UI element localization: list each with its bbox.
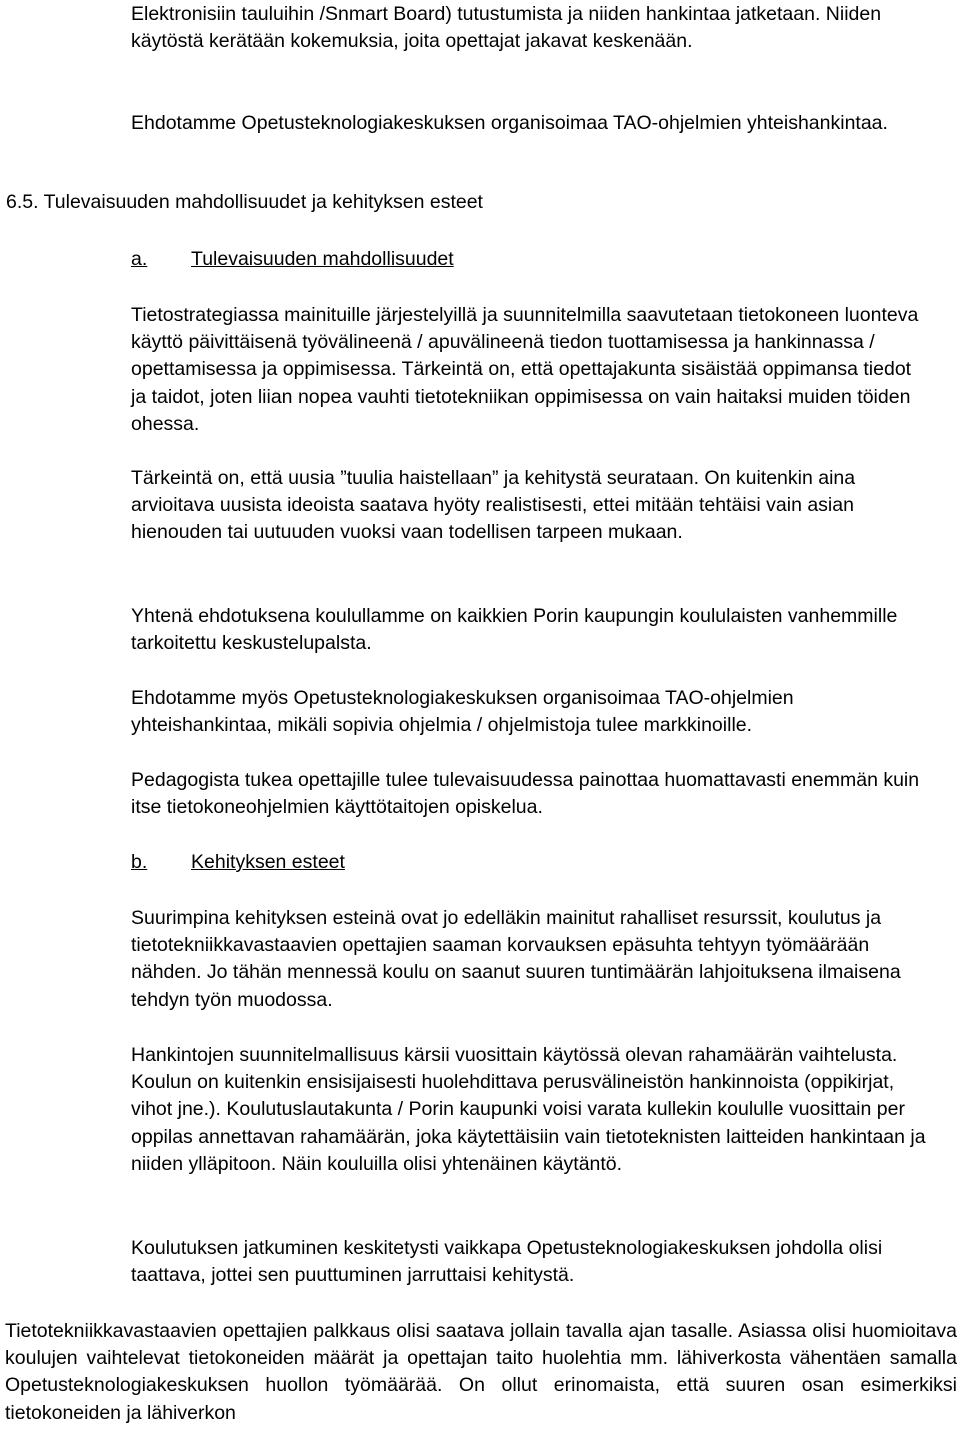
subsection-a-marker: a. (131, 248, 148, 270)
paragraph-a-3: Yhtenä ehdotuksena koulullamme on kaikkien Porin kaupungin koululaisten vanhemmille tarkoitettu keskustelupalsta. (131, 605, 898, 655)
paragraph-b-2: Hankintojen suunnitelmallisuus kärsii vuosittain käytössä olevan rahamäärän vaihtelusta. Koulun on kuitenkin ensisijaisesti huolehdittava perusvälineistön hankinnoista (oppikirjat, vihot jne.). Koulutuslautakunta / Porin kaupunki voisi varata kullekin koululle vuosittain per oppilas annettavan rahamäärän, joka käytettäisiin vain tietoteknisten laitteiden hankintaan ja niiden ylläpitoon. Näin kouluilla olisi yhtenäinen käytäntö. (131, 1044, 926, 1175)
paragraph-a-4: Ehdotamme myös Opetusteknologiakeskuksen organisoimaa TAO-ohjelmien yhteishankintaa, mikäli sopivia ohjelmia / ohjelmistoja tulee markkinoille. (131, 687, 794, 737)
paragraph-a-2: Tärkeintä on, että uusia ”tuulia haistellaan” ja kehitystä seurataan. On kuitenkin aina arvioitava uusista ideoista saatava hyöty realistisesti, ettei mitään tehtäisi vain asian hienouden tai uutuuden vuoksi vaan todellisen tarpeen mukaan. (131, 467, 856, 544)
paragraph-b-1: Suurimpina kehityksen esteinä ovat jo edelläkin mainitut rahalliset resurssit, koulutus ja tietotekniikkavastaavien opettajien saaman korvauksen epäsuhta tehtyyn työmäärään nähden. Jo tähän mennessä koulu on saanut suuren tuntimäärän lahjoituksena ilmaisena tehdyn työn muodossa. (131, 907, 901, 1011)
paragraph-a-5: Pedagogista tukea opettajille tulee tulevaisuudessa painottaa huomattavasti enemmän kuin itse tietokoneohjelmien käyttötaitojen opiskelua. (131, 769, 920, 819)
section-heading: 6.5. Tulevaisuuden mahdollisuudet ja kehityksen esteet (6, 191, 483, 213)
subsection-a-title: Tulevaisuuden mahdollisuudet (191, 248, 454, 270)
subsection-b-heading (131, 849, 931, 876)
paragraph-a-1: Tietostrategiassa mainituille järjestelyillä ja suunnitelmilla saavutetaan tietokoneen luonteva käyttö päivittäisenä työvälineenä / apuvälineenä tiedon tuottamisessa ja hankinnassa / opettamisessa ja oppimisessa. Tärkeintä on, että opettajakunta sisäistää oppimansa tiedot ja taidot, joten liian nopea vauhti tietotekniikan oppimisessa on vain haitaksi muiden töiden ohessa. (131, 304, 919, 435)
paragraph-b-3: Koulutuksen jatkuminen keskitetysti vaikkapa Opetusteknologiakeskuksen johdolla olisi taattava, jottei sen puuttuminen jarruttaisi kehitystä. (131, 1237, 883, 1287)
intro-paragraph-1: Elektronisiin tauluihin /Snmart Board) tutustumista ja niiden hankintaa jatketaan. Niiden käytöstä kerätään kokemuksia, joita opettajat jakavat keskenään. (131, 3, 882, 53)
intro-paragraph-2: Ehdotamme Opetusteknologiakeskuksen organisoimaa TAO-ohjelmien yhteishankintaa. (131, 112, 888, 134)
subsection-b-title: Kehityksen esteet (191, 851, 345, 873)
subsection-a-heading (131, 246, 931, 273)
subsection-b-marker: b. (131, 851, 148, 873)
paragraph-full-width: Tietotekniikkavastaavien opettajien palkkaus olisi saatava jollain tavalla ajan tasalle. Asiassa olisi huomioitava koulujen vaihtelevat tietokoneiden määrät ja opettajan taito huolehtia mm. lähiverkosta vähentäen samalla Opetusteknologiakeskuksen huollon työmäärää. On ollut erinomaista, että suuren osan esimerkiksi tietokoneiden ja lähiverkon (5, 1320, 957, 1424)
